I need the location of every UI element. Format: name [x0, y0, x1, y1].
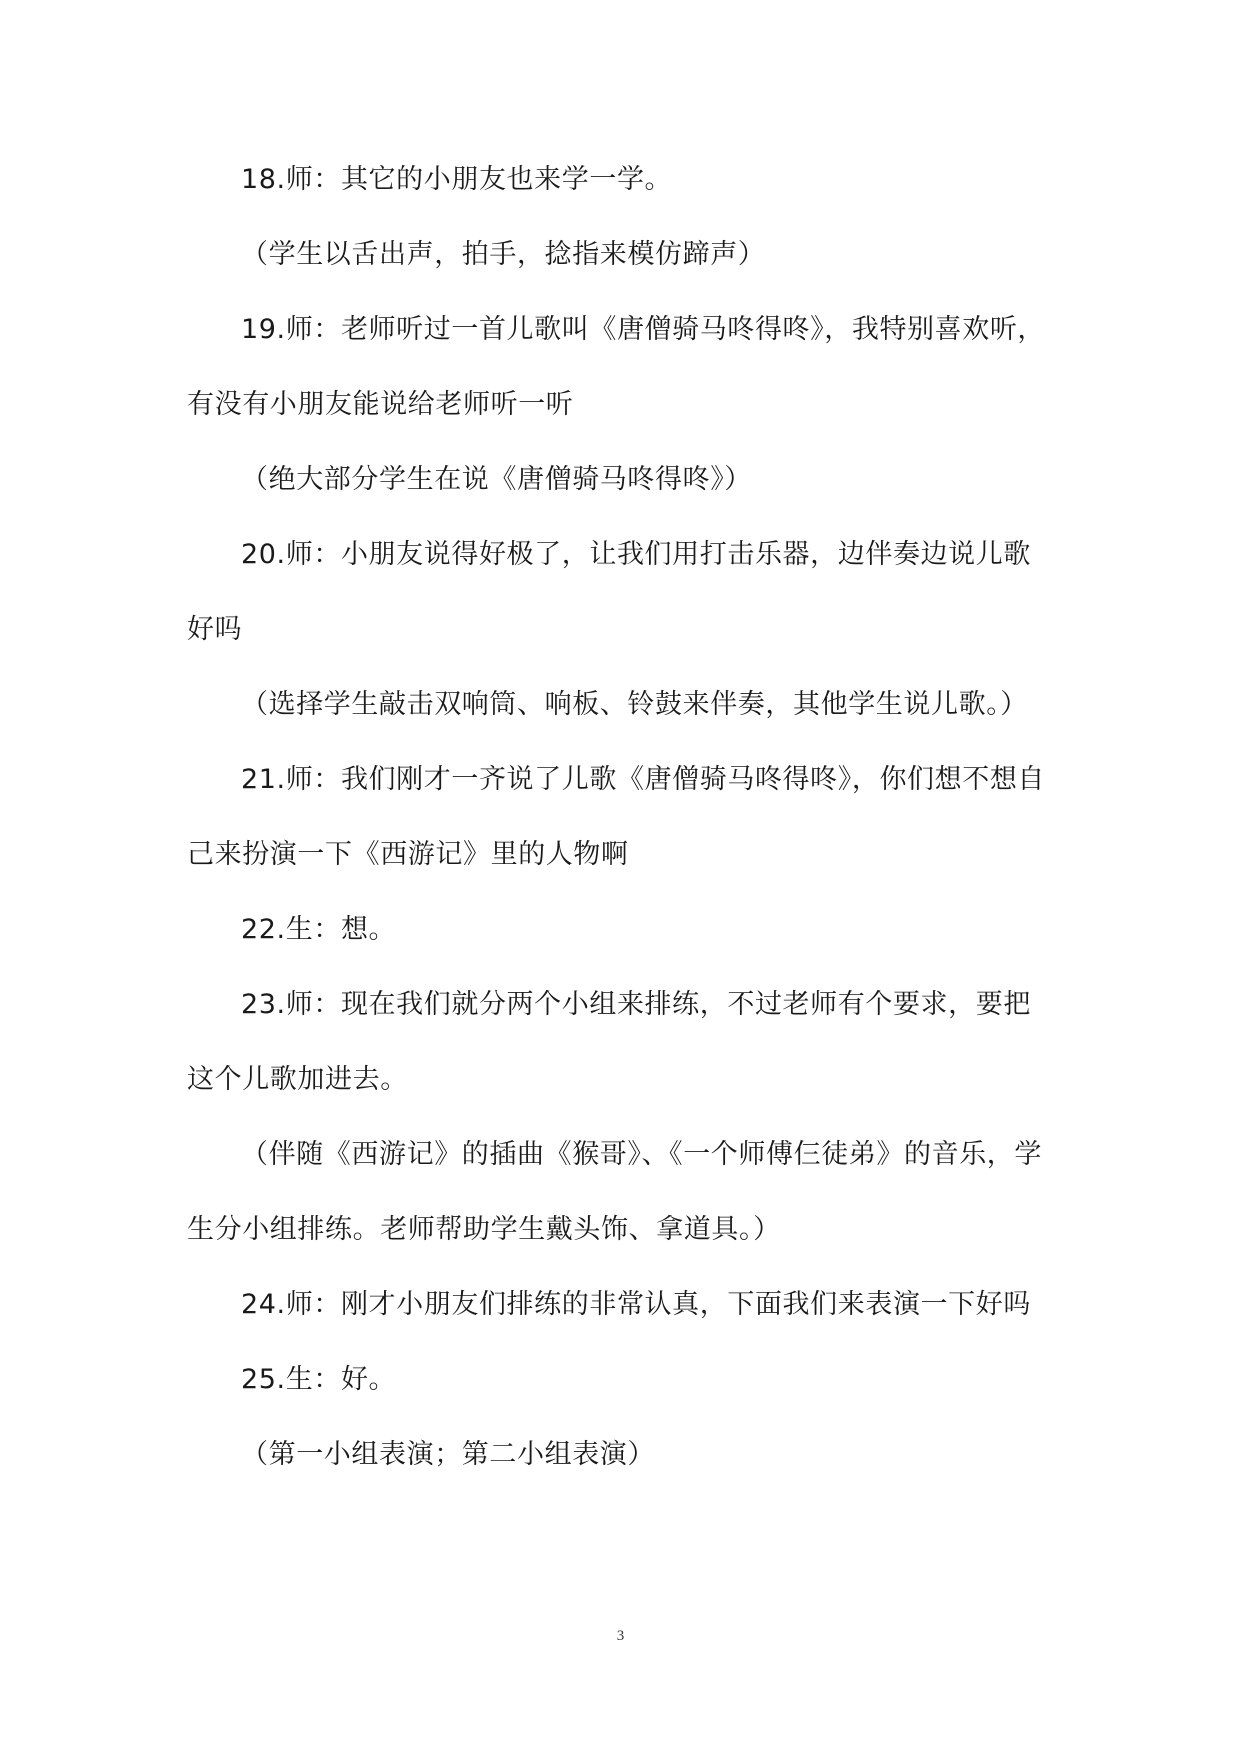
paragraph-24: 24.师：刚才小朋友们排练的非常认真，下面我们来表演一下好吗 [241, 1289, 1031, 1320]
paragraph-18-note: （学生以舌出声，拍手，捻指来模仿蹄声） [241, 239, 766, 270]
paragraph-23: 23.师：现在我们就分两个小组来排练，不过老师有个要求，要把这个儿歌加进去。 [187, 989, 1031, 1095]
paragraph-25: 25.生：好。 [241, 1364, 397, 1395]
page-number: 3 [616, 1628, 625, 1644]
paragraph-19-note: （绝大部分学生在说《唐僧骑马咚得咚》） [241, 464, 752, 495]
paragraph-20: 20.师：小朋友说得好极了，让我们用打击乐器，边伴奏边说儿歌好吗 [187, 539, 1031, 645]
document-body [187, 142, 1055, 1492]
paragraph-19: 19.师：老师听过一首儿歌叫《唐僧骑马咚得咚》，我特别喜欢听，有没有小朋友能说给老师听一听 [187, 314, 1046, 420]
paragraph-22: 22.生：想。 [241, 914, 397, 945]
paragraph-18: 18.师：其它的小朋友也来学一学。 [241, 164, 673, 195]
paragraph-23-note: （伴随《西游记》的插曲《猴哥》、《一个师傅仨徒弟》的音乐，学生分小组排练。老师帮助学生戴头饰、拿道具。） [187, 1139, 1042, 1245]
paragraph-21: 21.师：我们刚才一齐说了儿歌《唐僧骑马咚得咚》，你们想不想自己来扮演一下《西游记》里的人物啊 [187, 764, 1046, 870]
paragraph-20-note: （选择学生敲击双响筒、响板、铃鼓来伴奏，其他学生说儿歌。） [241, 689, 1028, 720]
paragraph-25-note: （第一小组表演；第二小组表演） [241, 1439, 655, 1470]
